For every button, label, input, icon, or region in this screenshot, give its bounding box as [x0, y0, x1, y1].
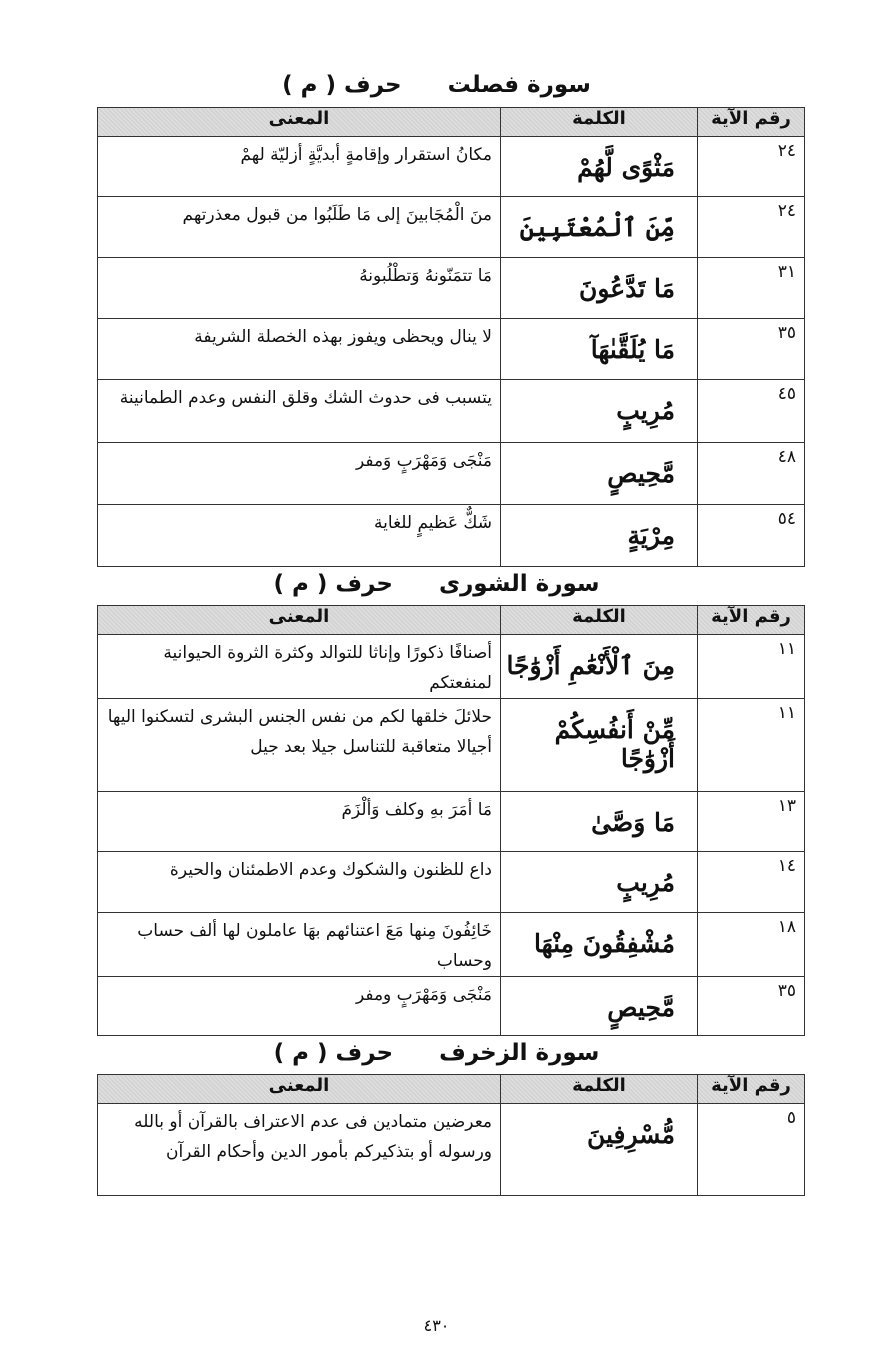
quran-word: مَّحِيصٍ	[501, 977, 698, 1036]
quran-word: مُشْفِقُونَ مِنْهَا	[501, 913, 698, 977]
quran-word: مِنَ ٱلْأَنْعَٰمِ أَزْوَٰجًا	[501, 635, 698, 699]
ayah-number: ٥٤	[698, 505, 805, 567]
section-title-azzukhruf	[0, 1040, 873, 1066]
letter-label: حرف ( م )	[273, 571, 393, 597]
surah-name: سورة الشورى	[438, 571, 600, 597]
header-ayah: رقم الآية	[698, 1075, 805, 1104]
ayah-number: ٢٤	[698, 197, 805, 258]
word-meaning: مَا تتمَنّونهُ وَتطْلُبونهُ	[98, 258, 501, 319]
ayah-number: ٣٥	[698, 977, 805, 1036]
table-row	[98, 977, 805, 1036]
header-meaning: المعنى	[98, 108, 501, 137]
header-ayah: رقم الآية	[698, 606, 805, 635]
header-meaning: المعنى	[98, 606, 501, 635]
word-meaning: خَائِفُونَ مِنها مَعَ اعتنائهم بهَا عاملون لها ألف حساب وحساب	[98, 913, 501, 977]
word-meaning: مَا أمَرَ بهِ وكلف وَألْزَمَ	[98, 792, 501, 852]
word-meaning: مَنْجَى وَمَهْرَبٍ ومفر	[98, 977, 501, 1036]
word-meaning: يتسبب فى حدوث الشك وقلق النفس وعدم الطمانينة	[98, 380, 501, 443]
header-word: الكلمة	[501, 606, 698, 635]
ayah-number: ٣١	[698, 258, 805, 319]
word-meaning: أصنافًا ذكورًا وإناثا للتوالد وكثرة الثروة الحيوانية لمنفعتكم	[98, 635, 501, 699]
surah-name: سورة فصلت	[447, 72, 591, 98]
table-row	[98, 137, 805, 197]
header-meaning: المعنى	[98, 1075, 501, 1104]
header-word: الكلمة	[501, 108, 698, 137]
ayah-number: ١١	[698, 635, 805, 699]
table-row	[98, 443, 805, 505]
glossary-table-azzukhruf	[97, 1074, 805, 1196]
ayah-number: ١٣	[698, 792, 805, 852]
table-row	[98, 258, 805, 319]
word-meaning: داع للظنون والشكوك وعدم الاطمئنان والحيرة	[98, 852, 501, 913]
section-title-fussilat	[0, 72, 873, 98]
letter-label: حرف ( م )	[282, 72, 402, 98]
word-meaning: مَنْجَى وَمَهْرَبٍ وَمفر	[98, 443, 501, 505]
quran-word: مَا تَدَّعُونَ	[501, 258, 698, 319]
ayah-number: ١١	[698, 699, 805, 792]
word-meaning: شَكٌّ عَظيمٍ للغاية	[98, 505, 501, 567]
word-meaning: معرضين متمادين فى عدم الاعتراف بالقرآن أو بالله ورسوله أو بتذكيركم بأمور الدين وأحكام القرآن	[98, 1104, 501, 1196]
page-number: ٤٣٠	[423, 1316, 450, 1335]
table-header-row	[98, 108, 805, 137]
header-word: الكلمة	[501, 1075, 698, 1104]
ayah-number: ٣٥	[698, 319, 805, 380]
quran-word: مِّنَ ٱلْمُعْتَبِينَ	[501, 197, 698, 258]
ayah-number: ١٤	[698, 852, 805, 913]
letter-label: حرف ( م )	[273, 1040, 394, 1066]
quran-word: مِرْيَةٍ	[501, 505, 698, 567]
word-meaning: مكانُ استقرار وإقامةٍ أبديَّةٍ أزليّة لهمْ	[98, 137, 501, 197]
table-header-row	[98, 606, 805, 635]
ayah-number: ١٨	[698, 913, 805, 977]
quran-word: مُرِيبٍ	[501, 380, 698, 443]
header-ayah: رقم الآية	[698, 108, 805, 137]
ayah-number: ٤٥	[698, 380, 805, 443]
ayah-number: ٤٨	[698, 443, 805, 505]
quran-word: مَا وَصَّىٰ	[501, 792, 698, 852]
quran-word: مُرِيبٍ	[501, 852, 698, 913]
quran-word: مُّسْرِفِينَ	[501, 1104, 698, 1196]
table-row	[98, 852, 805, 913]
table-row	[98, 380, 805, 443]
table-row	[98, 1104, 805, 1196]
quran-word: مِّنْ أَنفُسِكُمْ أَزْوَٰجًا	[501, 699, 698, 792]
glossary-table-ashura	[97, 605, 805, 1036]
quran-word: مَثْوًى لَّهُمْ	[501, 137, 698, 197]
glossary-table-fussilat	[97, 107, 805, 567]
quran-word: مَّحِيصٍ	[501, 443, 698, 505]
table-row	[98, 913, 805, 977]
ayah-number: ٥	[698, 1104, 805, 1196]
word-meaning: لا ينال ويحظى ويفوز بهذه الخصلة الشريفة	[98, 319, 501, 380]
table-row	[98, 319, 805, 380]
quran-word: مَا يُلَقَّىٰهَآ	[501, 319, 698, 380]
surah-name: سورة الزخرف	[439, 1040, 600, 1066]
word-meaning: منَ الْمُجَابينَ إلى مَا طَلَبُوا من قبول معذرتهم	[98, 197, 501, 258]
table-row	[98, 197, 805, 258]
section-title-ashura	[0, 571, 873, 597]
ayah-number: ٢٤	[698, 137, 805, 197]
table-row	[98, 699, 805, 792]
table-header-row	[98, 1075, 805, 1104]
table-row	[98, 635, 805, 699]
table-row	[98, 505, 805, 567]
word-meaning: حلائلَ خلقها لكم من نفس الجنس البشرى لتسكنوا اليها أجيالا متعاقبة للتناسل جيلا بعد جيل	[98, 699, 501, 792]
table-row	[98, 792, 805, 852]
